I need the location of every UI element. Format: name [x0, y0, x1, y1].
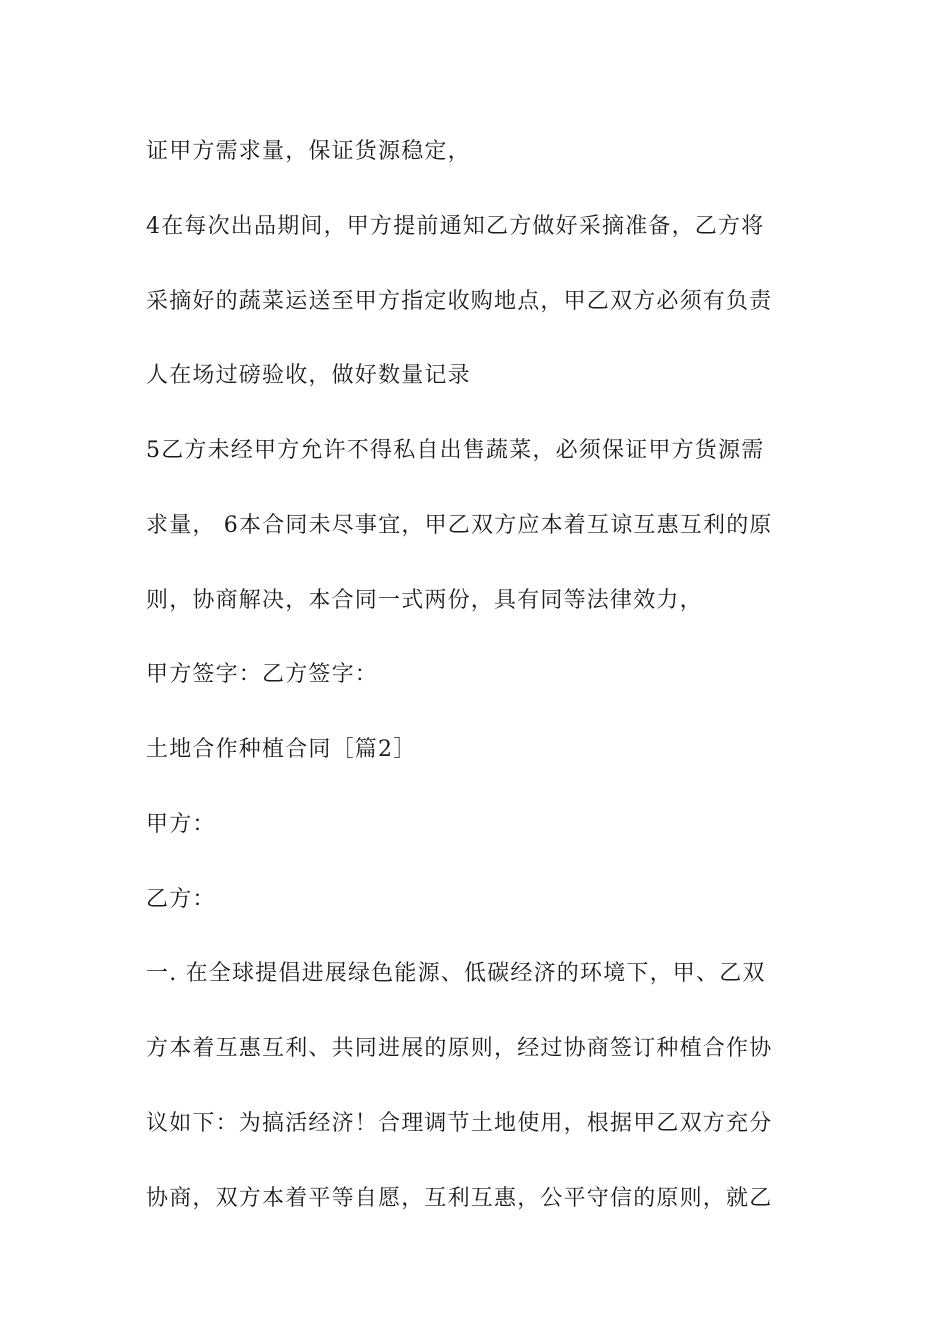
text-line: 4在每次出品期间，甲方提前通知乙方做好采摘准备，乙方将	[146, 214, 765, 239]
text-line: 方本着互惠互利、共同进展的原则，经过协商签订种植合作协	[146, 1036, 773, 1061]
text-line: 证甲方需求量，保证货源稳定，	[146, 139, 471, 164]
text-line: 议如下：为搞活经济！合理调节土地使用，根据甲乙双方充分	[146, 1111, 773, 1136]
signature-line: 甲方签字：乙方签字：	[146, 662, 379, 687]
text-line: 一. 在全球提倡进展绿色能源、低碳经济的环境下，甲、乙双	[146, 961, 766, 986]
text-line: 5乙方未经甲方允许不得私自出售蔬菜，必须保证甲方货源需	[146, 438, 765, 463]
party-a-line: 甲方：	[146, 812, 216, 837]
text-line: 则，协商解决，本合同一式两份，具有同等法律效力，	[146, 588, 703, 613]
section-heading: 土地合作种植合同［篇2］	[146, 737, 417, 762]
text-line: 人在场过磅验收，做好数量记录	[146, 363, 471, 388]
party-b-line: 乙方：	[146, 887, 216, 912]
text-line: 采摘好的蔬菜运送至甲方指定收购地点，甲乙双方必须有负责	[146, 289, 773, 314]
text-line: 协商，双方本着平等自愿，互利互惠，公平守信的原则，就乙	[146, 1186, 773, 1211]
text-line: 求量， 6本合同未尽事宜，甲乙双方应本着互谅互惠互利的原	[146, 513, 773, 538]
